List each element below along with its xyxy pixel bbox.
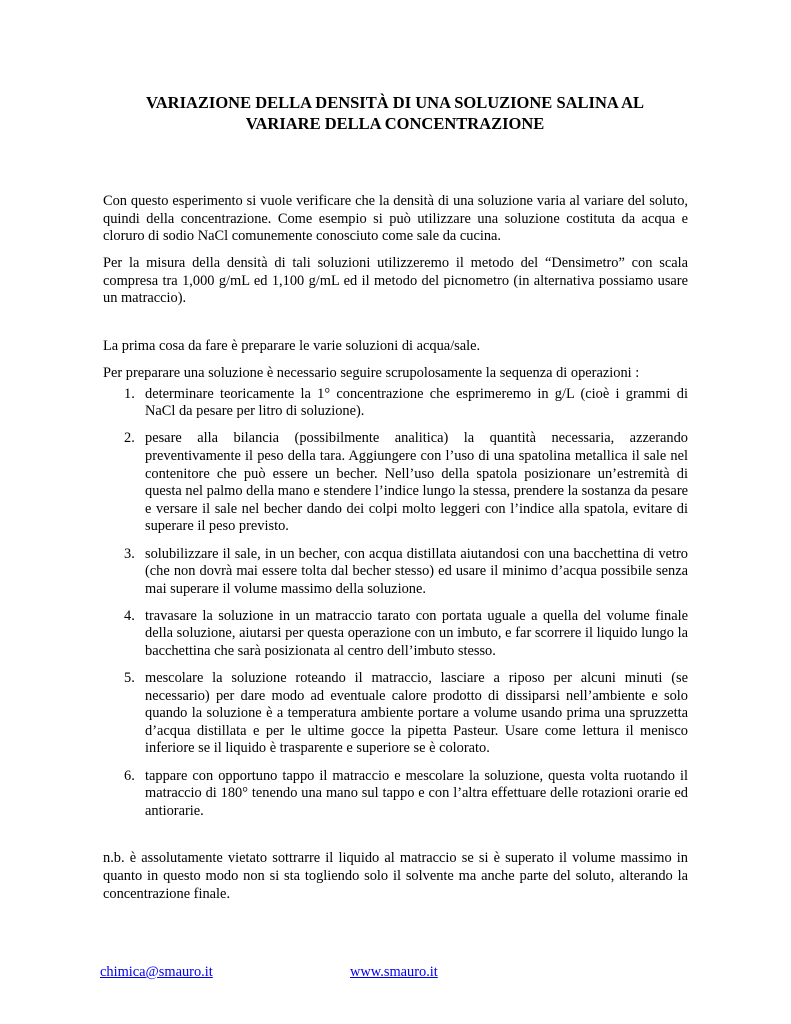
- note-paragraph: n.b. è assolutamente vietato sottrarre il liquido al matraccio se si è superato il volume massimo in quanto in questo modo non si sta togliendo solo il solvente ma anche parte del soluto, alterando la concentrazione finale.: [103, 850, 688, 902]
- step-number: 2.: [124, 430, 135, 447]
- first-step-paragraph: La prima cosa da fare è preparare le varie soluzioni di acqua/sale.: [103, 338, 481, 355]
- list-item: [103, 386, 688, 421]
- document-body: [103, 193, 688, 913]
- list-item: [103, 670, 688, 758]
- steps-list: [103, 386, 688, 821]
- sequence-intro-paragraph: Per preparare una soluzione è necessario seguire scrupolosamente la sequenza di operazioni :: [103, 365, 640, 382]
- step-number: 6.: [124, 767, 135, 784]
- step-number: 3.: [124, 545, 135, 562]
- step-number: 1.: [124, 385, 135, 402]
- step-text: travasare la soluzione in un matraccio tarato con portata uguale a quella del volume finale della soluzione, aiutarsi per questa operazione con un imbuto, e far scorrere il liquido lungo la bacchettina che sarà posizionata al centro dell’imbuto stesso.: [145, 607, 688, 659]
- email-link[interactable]: chimica@smauro.it: [100, 964, 213, 980]
- step-text: solubilizzare il sale, in un becher, con acqua distillata aiutandosi con una bacchettina di vetro (che non dovrà mai essere tolta dal becher stesso) ed usare il minimo d’acqua possibile senza mai superare il volume massimo della soluzione.: [145, 545, 688, 597]
- list-item: [103, 768, 688, 821]
- website-link[interactable]: www.smauro.it: [350, 964, 438, 980]
- method-paragraph: Per la misura della densità di tali soluzioni utilizzeremo il metodo del “Densimetro” con scala compresa tra 1,000 g/mL ed 1,100 g/mL ed il metodo del picnometro (in alternativa possiamo usare un matraccio).: [103, 255, 688, 307]
- step-text: mescolare la soluzione roteando il matraccio, lasciare a riposo per alcuni minuti (se necessario) per dare modo ad eventuale calore prodotto di dissiparsi nell’ambiente e solo quando la soluzione è a temperatura ambiente portare a volume usando prima una spruzzetta d’acqua distillata e per le ultime gocce la pipetta Pasteur. Usare come lettura il menisco inferiore se il liquido è trasparente e superiore se è colorato.: [145, 670, 688, 757]
- document-title: [100, 92, 690, 134]
- step-text: pesare alla bilancia (possibilmente analitica) la quantità necessaria, azzerando preventivamente il peso della tara. Aggiungere con l’uso di una spatolina metallica il sale nel contenitore che può essere un becher. Nell’uso della spatola posizionare un’estremità di questa nel palmo della mano e stendere l’indice lungo la stessa, prendere la sostanza da pesare e versare il sale nel becher dando dei colpi molto leggeri con l’indice alla spatola, evitare di superare il peso previsto.: [145, 430, 688, 535]
- list-item: [103, 608, 688, 661]
- step-number: 4.: [124, 607, 135, 624]
- step-text: tappare con opportuno tappo il matraccio e mescolare la soluzione, questa volta ruotando il matraccio di 180° tenendo una mano sul tappo e con l’altra effettuare delle rotazioni orarie ed antiorarie.: [145, 767, 688, 819]
- step-text: determinare teoricamente la 1° concentrazione che esprimeremo in g/L (cioè i grammi di NaCl da pesare per litro di soluzione).: [145, 385, 688, 420]
- list-item: [103, 546, 688, 599]
- list-item: [103, 430, 688, 536]
- intro-paragraph: Con questo esperimento si vuole verificare che la densità di una soluzione varia al variare del soluto, quindi della concentrazione. Come esempio si può utilizzare una soluzione costituta da acqua e cloruro di sodio NaCl comunemente conosciuto come sale da cucina.: [103, 193, 688, 245]
- title-line-1: VARIAZIONE DELLA DENSITÀ DI UNA SOLUZIONE SALINA AL: [145, 93, 645, 112]
- step-number: 5.: [124, 670, 135, 687]
- title-line-2: VARIARE DELLA CONCENTRAZIONE: [245, 114, 545, 133]
